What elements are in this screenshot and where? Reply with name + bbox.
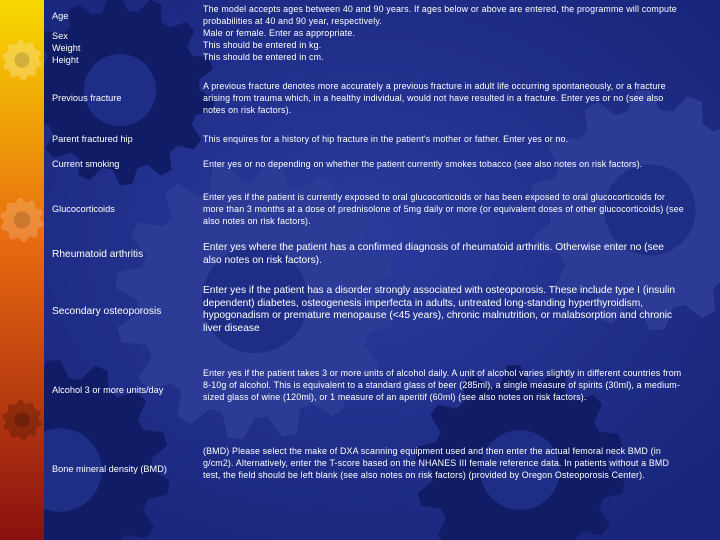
description-parent-fractured-hip: This enquires for a history of hip fracture in the patient's mother or father. Enter yes or no. [203, 134, 569, 144]
description-age: The model accepts ages between 40 and 90 years. If ages below or above are entered, the programme will compute probabilities at 40 and 90 year, respectively. [203, 4, 677, 26]
description-height: This should be entered in cm. [203, 52, 324, 62]
description-secondary-osteoporosis: Enter yes if the patient has a disorder strongly associated with osteoporosis. These include type I (insulin dependent) diabetes, osteogenesis imperfecta in adults, untreated long-standing hyperthyroidism, hypogonadism or premature menopause (<45 years), chronic malnutrition, or malabsorption and chronic liver disease [203, 285, 676, 334]
label-sex: Sex [52, 31, 68, 41]
description-glucocorticoids: Enter yes if the patient is currently exposed to oral glucocorticoids or has been exposed to oral glucocorticoids for more than 3 months at a dose of prednisolone of 5mg daily or more (or equivalent doses of other glucocorticoids) (see also notes on risk factors). [203, 192, 684, 226]
label-age: Age [52, 11, 69, 21]
description-rheumatoid-arthritis: Enter yes where the patient has a confirmed diagnosis of rheumatoid arthritis. Otherwise enter no (see also notes on risk factors). [203, 242, 664, 266]
description-current-smoking: Enter yes or no depending on whether the patient currently smokes tobacco (see also notes on risk factors). [203, 159, 643, 169]
label-height: Height [52, 55, 79, 65]
label-current-smoking: Current smoking [52, 159, 120, 169]
description-alcohol: Enter yes if the patient takes 3 or more units of alcohol daily. A unit of alcohol varies slightly in different countries from 8-10g of alcohol. This is equivalent to a standard glass of beer (285ml), a single measure of spirits (30ml), a medium-sized glass of wine (120ml), or 1 measure of an aperitif (60ml) (see also notes on risk factors). [203, 368, 682, 402]
label-previous-fracture: Previous fracture [52, 93, 122, 103]
description-previous-fracture: A previous fracture denotes more accurately a previous fracture in adult life occurring spontaneously, or a fracture arising from trauma which, in a healthy individual, would not have resulted in a fracture. Enter yes or no (see also notes on risk factors). [203, 81, 666, 115]
description-demographics [203, 3, 685, 63]
description-bmd: (BMD) Please select the make of DXA scanning equipment used and then enter the actual femoral neck BMD (in g/cm2). Alternatively, enter the T-score based on the NHANES III female reference data. In patients without a BMD test, the field should be left blank (see also notes on risk factors) (provided by Oregon Osteoporosis Center). [203, 446, 670, 480]
label-rheumatoid-arthritis: Rheumatoid arthritis [52, 249, 144, 260]
label-glucocorticoids: Glucocorticoids [52, 204, 115, 214]
description-weight: This should be entered in kg. [203, 40, 322, 50]
label-weight: Weight [52, 43, 81, 53]
label-parent-fractured-hip: Parent fractured hip [52, 134, 133, 144]
label-alcohol: Alcohol 3 or more units/day [52, 385, 164, 395]
label-bmd: Bone mineral density (BMD) [52, 464, 167, 474]
label-secondary-osteoporosis: Secondary osteoporosis [52, 306, 162, 317]
description-sex: Male or female. Enter as appropriate. [203, 28, 356, 38]
